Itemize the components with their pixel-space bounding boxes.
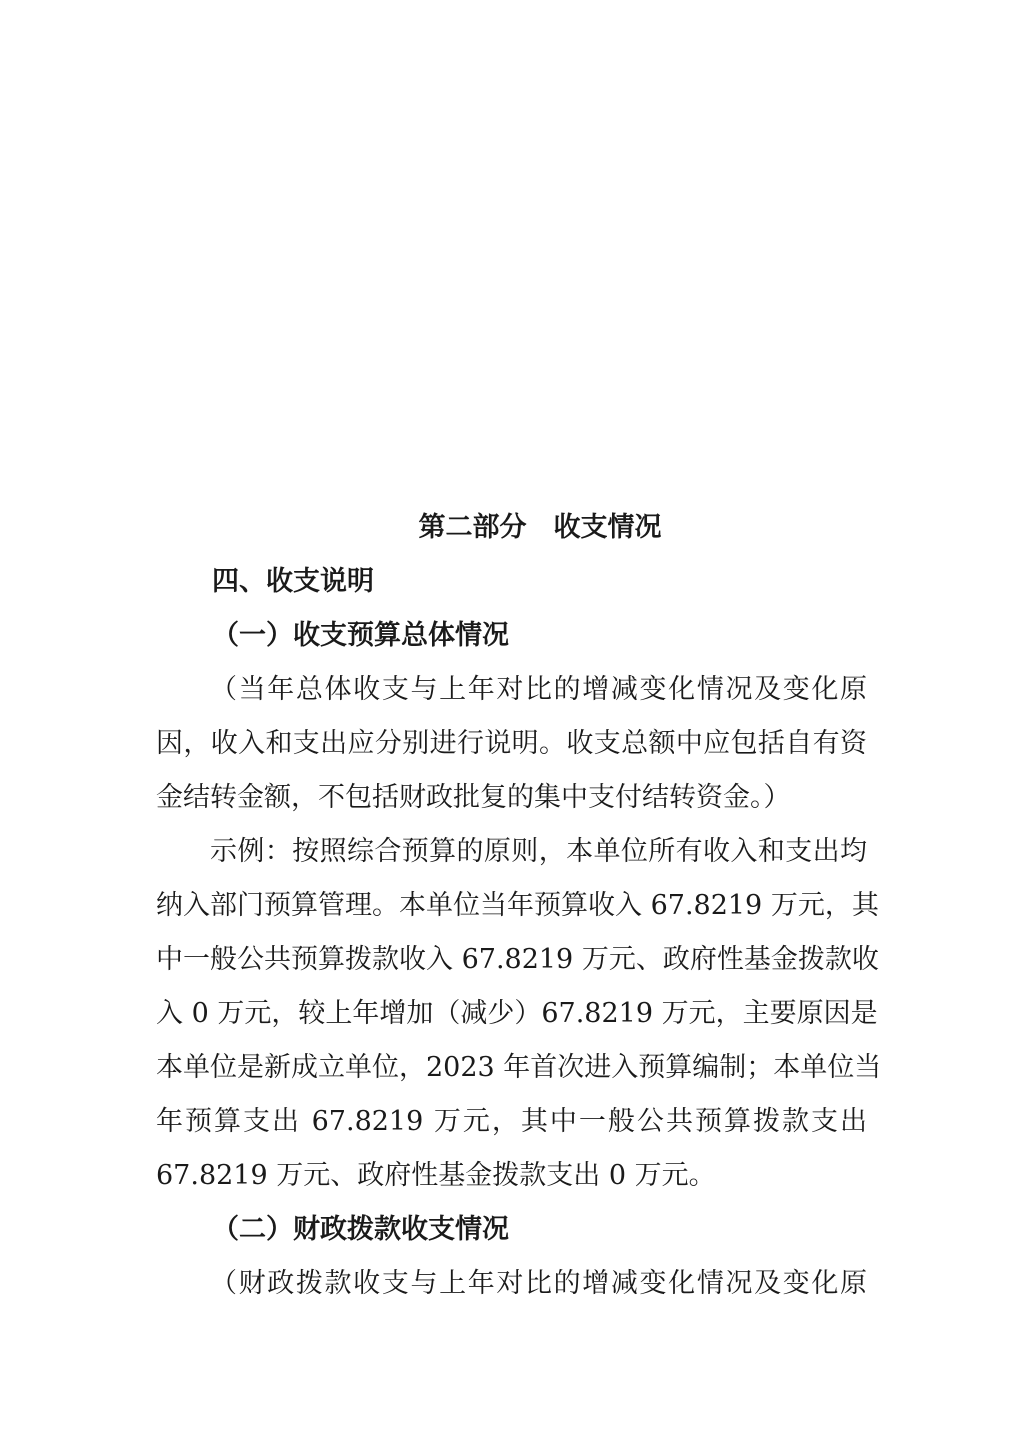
subsection-1-note-line: 因，收入和支出应分别进行说明。收支总额中应包括自有资 bbox=[156, 728, 867, 759]
subsection-1-note-line: 金结转金额，不包括财政批复的集中支付结转资金。） bbox=[156, 782, 791, 813]
subsection-1-note-line: （当年总体收支与上年对比的增减变化情况及变化原 bbox=[210, 674, 867, 705]
subsection-2-note-line: （财政拨款收支与上年对比的增减变化情况及变化原 bbox=[210, 1268, 867, 1299]
example-line: 示例：按照综合预算的原则，本单位所有收入和支出均 bbox=[210, 836, 867, 867]
subsection-1-heading: （一）收支预算总体情况 bbox=[212, 620, 509, 651]
example-line: 年预算支出 67.8219 万元，其中一般公共预算拨款支出 bbox=[156, 1106, 867, 1137]
example-line: 入 0 万元，较上年增加（减少）67.8219 万元，主要原因是 bbox=[156, 998, 878, 1029]
section-heading: 四、收支说明 bbox=[212, 566, 374, 597]
example-line: 67.8219 万元、政府性基金拨款支出 0 万元。 bbox=[156, 1160, 716, 1191]
example-line: 中一般公共预算拨款收入 67.8219 万元、政府性基金拨款收 bbox=[156, 944, 879, 975]
part-title: 第二部分 收支情况 bbox=[418, 512, 662, 543]
subsection-2-heading: （二）财政拨款收支情况 bbox=[212, 1214, 509, 1245]
example-line: 纳入部门预算管理。本单位当年预算收入 67.8219 万元，其 bbox=[156, 890, 879, 921]
example-line: 本单位是新成立单位，2023 年首次进入预算编制；本单位当 bbox=[156, 1052, 882, 1083]
